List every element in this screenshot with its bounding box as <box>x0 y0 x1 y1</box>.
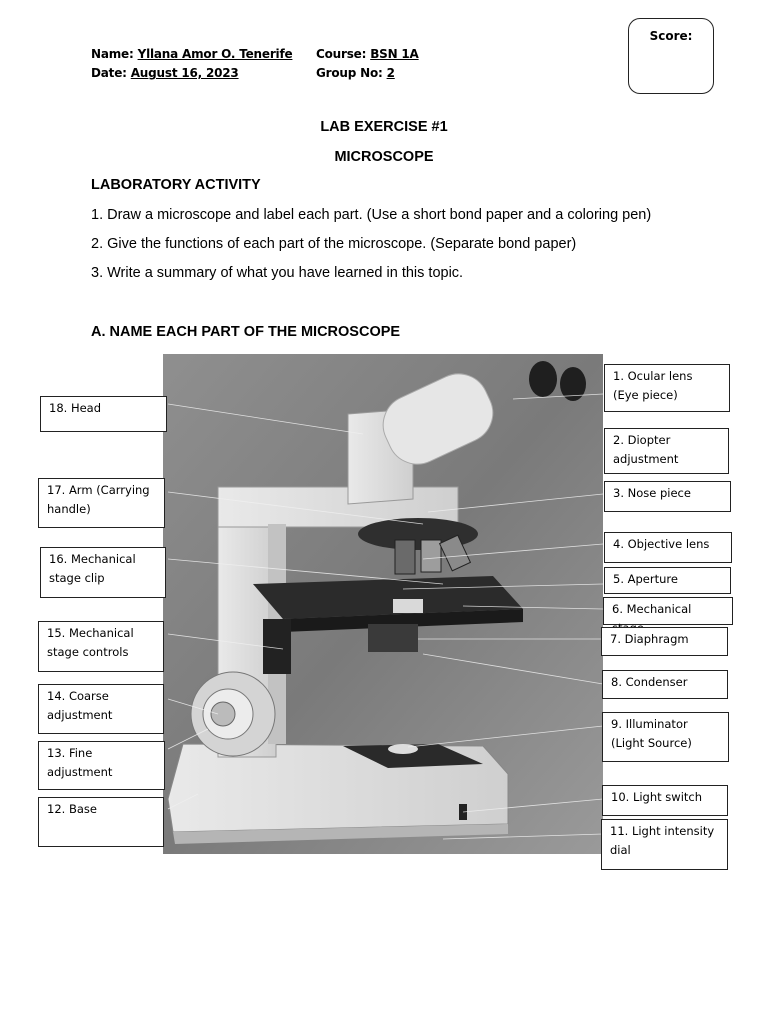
date-value: August 16, 2023 <box>130 66 239 80</box>
part-label-18: 18. Head <box>40 396 167 432</box>
part-label-6: 6. Mechanical <box>603 597 733 625</box>
part-label-16: 16. Mechanical stage clip <box>40 547 166 598</box>
part-label-4: 4. Objective lens <box>604 532 732 563</box>
part-label-15: 15. Mechanical stage controls <box>38 621 164 672</box>
name-label: Name: <box>91 47 134 61</box>
topic-title: MICROSCOPE <box>334 149 434 165</box>
activity-item-3: 3. Write a summary of what you have learned in this topic. <box>91 265 464 281</box>
part-label-13: 13. Fine adjustment <box>38 741 165 790</box>
part-label-10: 10. Light switch <box>602 785 728 816</box>
group-value: 2 <box>386 66 395 80</box>
part-label-5: 5. Aperture <box>604 567 731 594</box>
score-box <box>628 18 714 94</box>
part-label-17: 17. Arm (Carrying handle) <box>38 478 165 528</box>
course-value: BSN 1A <box>370 47 419 61</box>
part-label-1: 1. Ocular lens (Eye piece) <box>604 364 730 412</box>
course-label: Course: <box>316 47 367 61</box>
part-label-8: 8. Condenser <box>602 670 728 699</box>
activity-item-1: 1. Draw a microscope and label each part. (Use a short bond paper and a coloring pen) <box>91 207 652 223</box>
name-value: Yllana Amor O. Tenerife <box>137 47 293 61</box>
section-a-heading: A. NAME EACH PART OF THE MICROSCOPE <box>91 324 401 340</box>
exercise-title: LAB EXERCISE #1 <box>320 119 448 135</box>
group-line <box>316 66 395 80</box>
date-label: Date: <box>91 66 127 80</box>
part-label-3: 3. Nose piece <box>604 481 731 512</box>
activity-item-2: 2. Give the functions of each part of the microscope. (Separate bond paper) <box>91 236 577 252</box>
part-label-11: 11. Light intensity dial <box>601 819 728 870</box>
part-label-14: 14. Coarse adjustment <box>38 684 164 734</box>
part-label-7: 7. Diaphragm <box>601 627 728 656</box>
part-label-9: 9. Illuminator (Light Source) <box>602 712 729 762</box>
course-line <box>316 47 419 61</box>
activity-heading: LABORATORY ACTIVITY <box>91 177 261 193</box>
score-label: Score: <box>649 29 693 43</box>
part-label-2: 2. Diopter adjustment <box>604 428 729 474</box>
group-label: Group No: <box>316 66 383 80</box>
part-label-12: 12. Base <box>38 797 164 847</box>
name-line <box>91 47 292 61</box>
date-line <box>91 66 239 80</box>
microscope-photo <box>163 354 603 854</box>
